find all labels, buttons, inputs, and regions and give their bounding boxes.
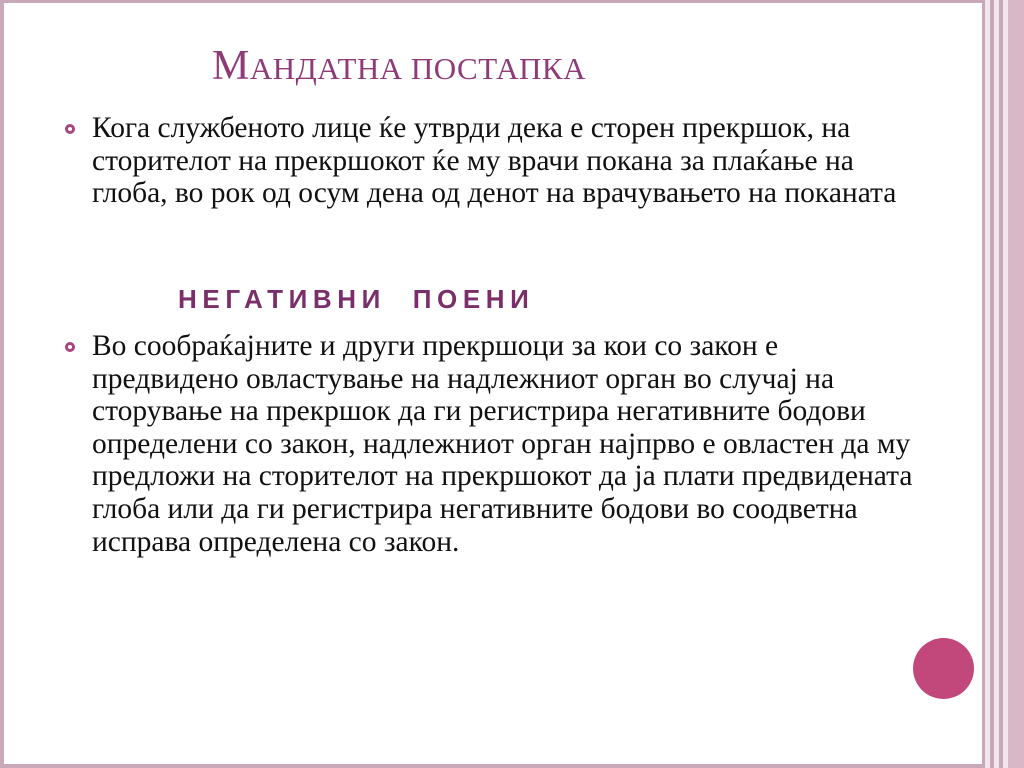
slide-title	[212, 42, 586, 90]
right-stripe	[1008, 0, 1024, 768]
subheading: НЕГАТИВНИ ПОЕНИ	[178, 284, 535, 314]
title-initial: М	[212, 43, 250, 89]
circle-bullet-icon	[65, 342, 75, 352]
frame-bottom-border	[0, 764, 984, 768]
bullet-item	[65, 330, 925, 558]
circle-bullet-icon	[65, 124, 75, 134]
title-rest: АНДАТНА ПОСТАПКА	[249, 51, 586, 86]
bullet-text: Кога службеното лице ќе утврди дека е сторен прекршок, на сторителот на прекршокот ќе му врачи покана за плаќање на глоба, во рок од осум дена од денот на врачувањето на поканата	[92, 112, 897, 210]
bullet-item	[65, 112, 925, 210]
decorative-circle	[913, 638, 974, 699]
frame-top-border	[0, 0, 984, 3]
bullet-text: Во сообраќајните и други прекршоци за кои со закон е предвидено овластување на надлежниот орган во случај на сторување на прекршок да ги регистрира негативните бодови определени со закон, надлежниот орган најпрво е овластен да му предложи на сторителот на прекршокот да ја плати предвидената глоба или да ги регистрира негативните бодови во соодветна исправа определена со закон.	[92, 330, 913, 558]
frame-left-border	[0, 0, 4, 768]
